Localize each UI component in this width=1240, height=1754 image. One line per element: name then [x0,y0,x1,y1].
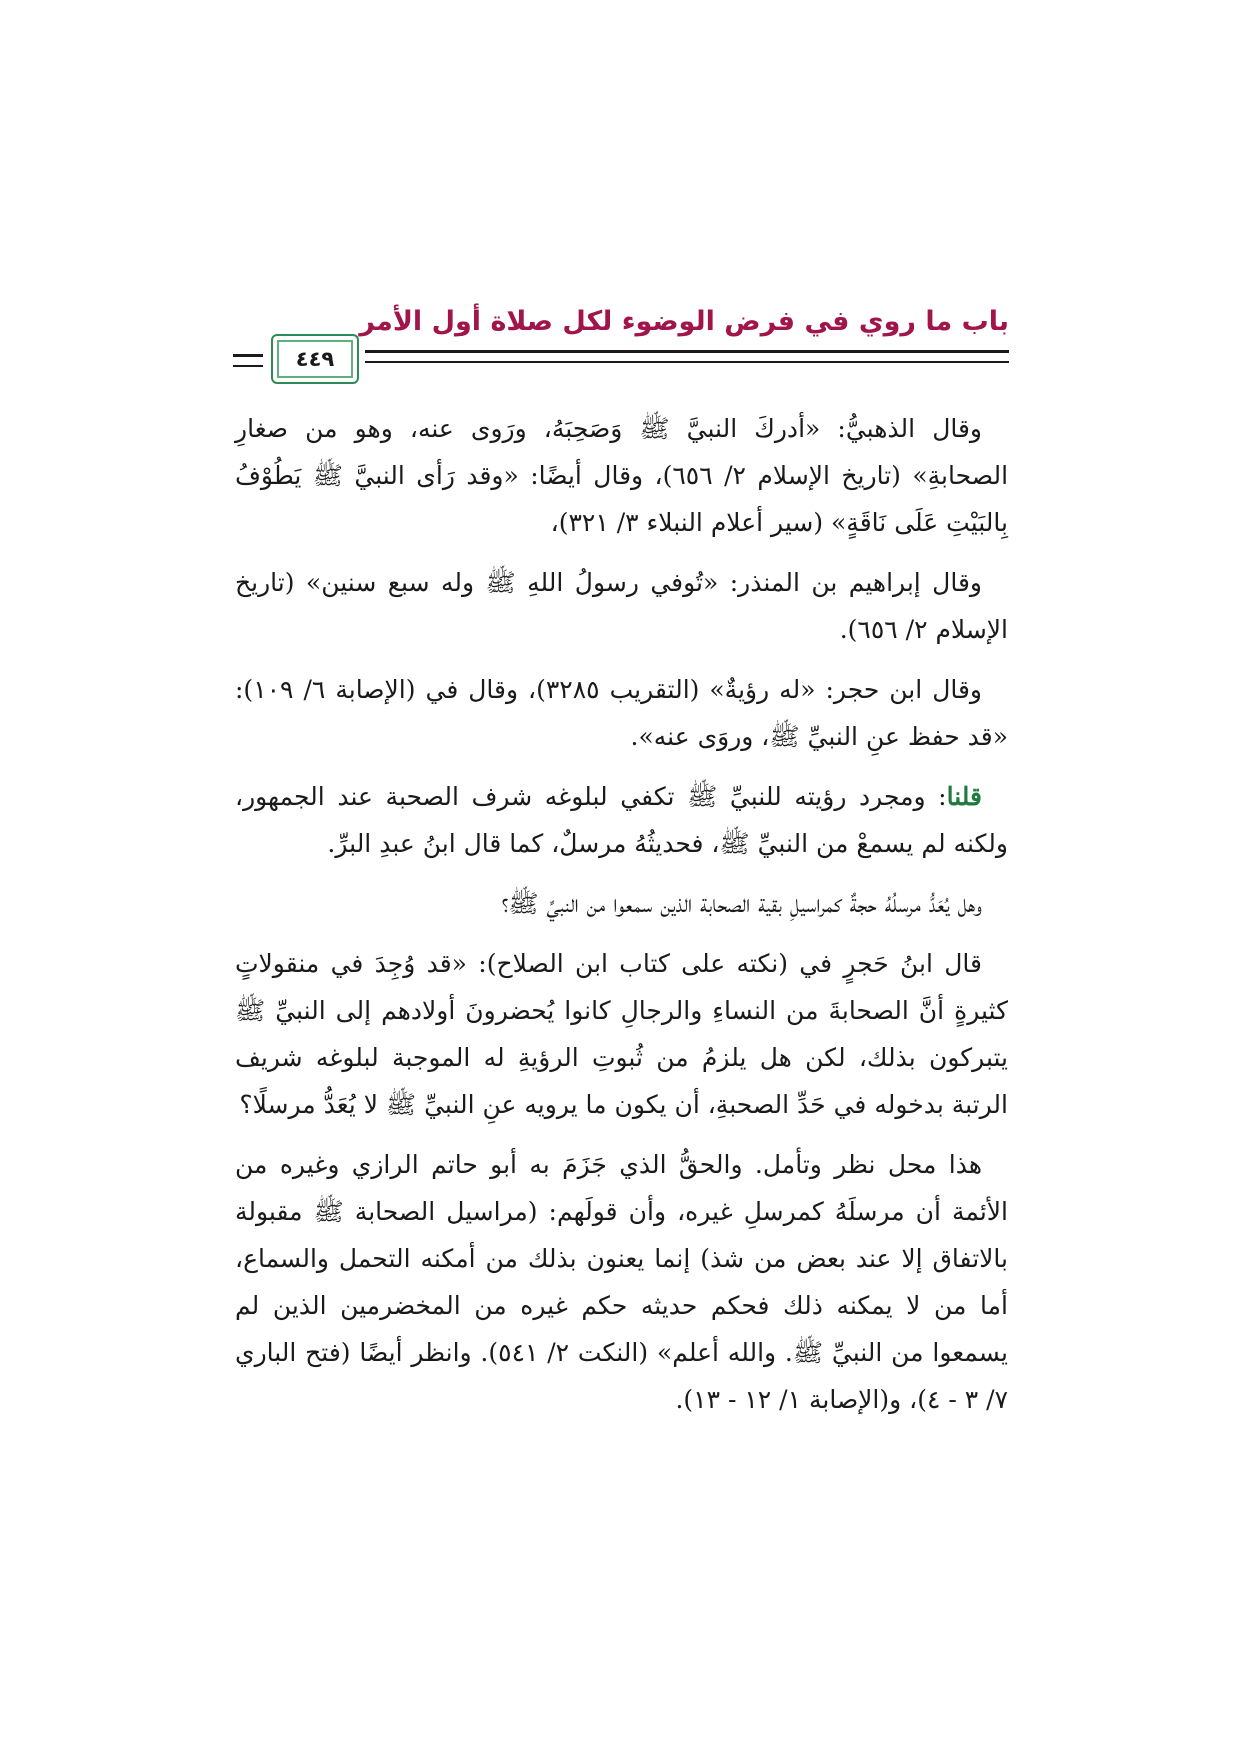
qulna-label: قلنا [946,782,982,811]
page-header [233,302,1009,394]
header-rule-right [365,350,1009,363]
body-text [235,405,1008,1436]
page-number: ٤٤٩ [295,347,335,371]
paragraph-5: وهل يُعَدُّ مرسلُهُ حجةٌ كمراسيلِ بقية الصحابة الذين سمعوا من النبيِّ ﷺ؟ [501,889,982,918]
paragraph-6: قال ابنُ حَجرٍ في (نكته على كتاب ابن الصلاح): «قد وُجِدَ في منقولاتٍ كثيرةٍ أنَّ الصحابةَ من النساءِ والرجالِ كانوا يُحضرونَ أولادهم إلى النبيِّ ﷺ يتبركون بذلك، لكن هل يلزمُ من ثُبوتِ الرؤيةِ له الموجبة لبلوغه شريف الرتبة بدخوله في حَدِّ الصحبةِ، أن يكون ما يرويه عنِ النبيِّ ﷺ لا يُعَدُّ مرسلًا؟ [235,949,1008,1119]
paragraph-2: وقال إبراهيم بن المنذر: «تُوفي رسولُ اللهِ ﷺ وله سبع سنين» (تاريخ الإسلام ٢/ ٦٥٦). [235,568,1008,644]
paragraph-7: هذا محل نظر وتأمل. والحقُّ الذي جَزَمَ به أبو حاتم الرازي وغيره من الأئمة أن مرسلَهُ كمرسلِ غيره، وأن قولَهم: (مراسيل الصحابة ﷺ مقبولة بالاتفاق إلا عند بعض من شذ) إنما يعنون بذلك من أمكنه التحمل والسماع، أما من لا يمكنه ذلك فحكم حديثه حكم غيره من المخضرمين الذين لم يسمعوا من النبيِّ ﷺ. والله أعلم» (النكت ٢/ ٥٤١). وانظر أيضًا (فتح الباري ٧/ ٣ - ٤)، و(الإصابة ١/ ١٢ - ١٣). [235,1150,1009,1414]
paragraph-4 [235,773,1008,867]
paragraph-3: وقال ابن حجر: «له رؤيةٌ» (التقريب ٣٢٨٥)، وقال في (الإصابة ٦/ ١٠٩): «قد حفظ عنِ النبيِّ ﷺ، وروَى عنه». [235,675,1008,751]
running-title: باب ما روي في فرض الوضوء لكل صلاة أول الأمر [359,306,1009,337]
paragraph-4-text: : ومجرد رؤيته للنبيِّ ﷺ تكفي لبلوغه شرف الصحبة عند الجمهور، ولكنه لم يسمعْ من النبيِّ ﷺ، فحديثُهُ مرسلٌ، كما قال ابنُ عبدِ البرِّ. [235,782,1008,858]
page-number-badge [271,334,359,384]
paragraph-1: وقال الذهبيُّ: «أدركَ النبيَّ ﷺ وَصَحِبَهُ، ورَوى عنه، وهو من صغارِ الصحابةِ» (تاريخ الإسلام ٢/ ٦٥٦)، وقال أيضًا: «وقد رَأى النبيَّ ﷺ يَطُوْفُ بِالبَيْتِ عَلَى نَاقَةٍ» (سير أعلام النبلاء ٣/ ٣٢١)، [235,414,1009,537]
header-rule-left [233,354,263,367]
